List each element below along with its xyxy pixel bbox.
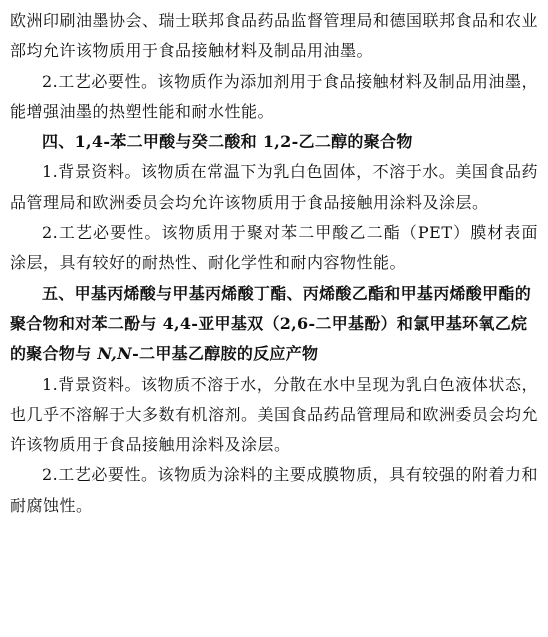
paragraph-background-3: 1.背景资料。该物质不溶于水，分散在水中呈现为乳白色液体状态，也几乎不溶解于大多数有机溶剂。美国食品药品管理局和欧洲委员会均允许该物质用于食品接触用涂料及涂层。 <box>10 374 539 455</box>
paragraph-process-necessity-3: 2.工艺必要性。该物质为涂料的主要成膜物质，具有较强的附着力和耐腐蚀性。 <box>10 465 538 515</box>
section-heading-5 <box>10 279 538 370</box>
paragraph-continuation: 欧洲印刷油墨协会、瑞士联邦食品药品监督管理局和德国联邦食品和农业部均允许该物质用于食品接触材料及制品用油墨。 <box>10 11 539 61</box>
section-heading-5-part2: -二甲基乙醇胺的反应产物 <box>132 344 319 364</box>
section-heading-5-italic: N,N <box>97 344 133 364</box>
paragraph-background-2: 1.背景资料。该物质在常温下为乳白色固体，不溶于水。美国食品药品管理局和欧洲委员会均允许该物质用于食品接触用涂料及涂层。 <box>10 162 538 212</box>
paragraph-process-necessity-2: 2.工艺必要性。该物质用于聚对苯二甲酸乙二酯（PET）膜材表面涂层，具有较好的耐热性、耐化学性和耐内容物性能。 <box>10 223 538 273</box>
paragraph-process-necessity-1: 2.工艺必要性。该物质作为添加剂用于食品接触材料及制品用油墨，能增强油墨的热塑性能和耐水性能。 <box>10 71 538 121</box>
section-heading-5-part1: 五、甲基丙烯酸与甲基丙烯酸丁酯、丙烯酸乙酯和甲基丙烯酸甲酯的聚合物和对苯二酚与 4,4-亚甲基双（2,6-二甲基酚）和氯甲基环氧乙烷的聚合物与 <box>10 283 532 364</box>
section-heading-4: 四、1,4-苯二甲酸与癸二酸和 1,2-乙二醇的聚合物 <box>42 132 413 152</box>
